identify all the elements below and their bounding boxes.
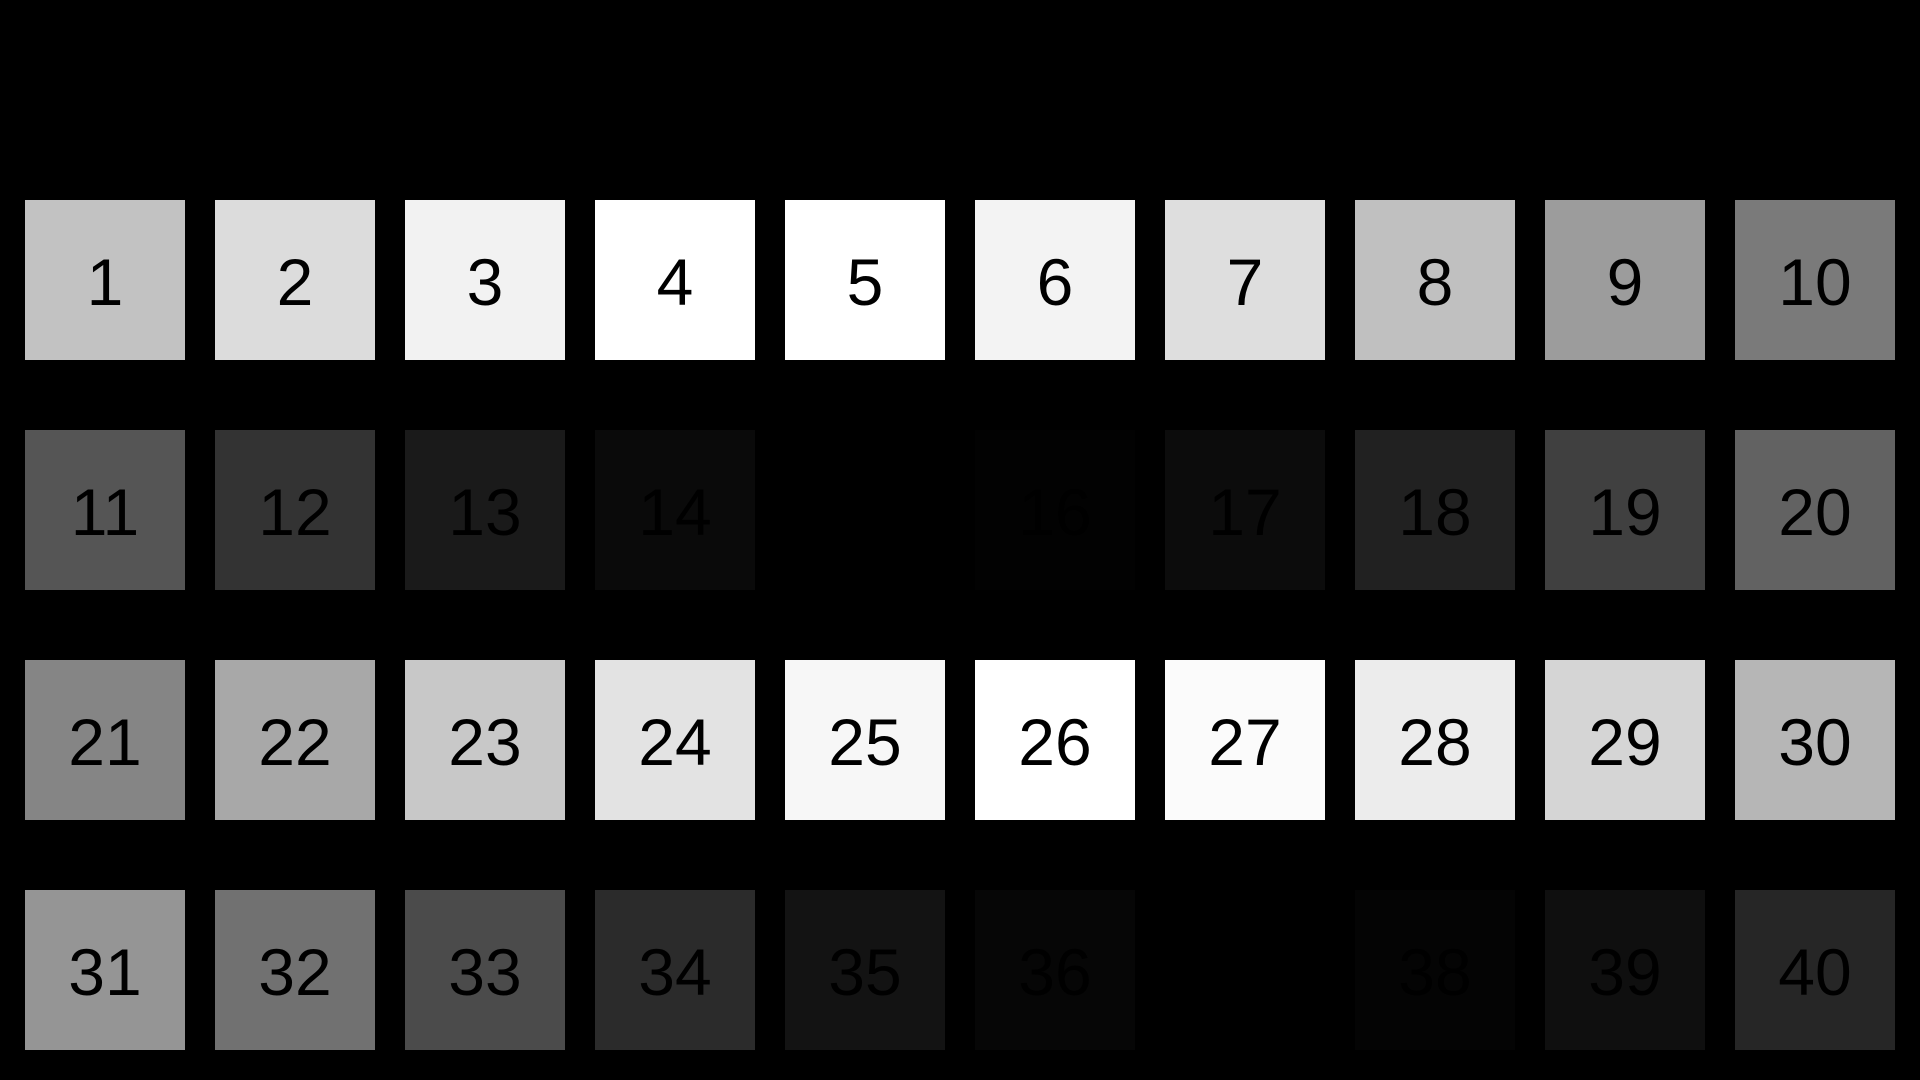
tile-14 xyxy=(595,430,755,590)
tile-label: 28 xyxy=(1398,705,1472,779)
tile-24 xyxy=(595,660,755,820)
tile-37 xyxy=(1165,890,1325,1050)
tile-label: 20 xyxy=(1778,475,1852,549)
tile-9 xyxy=(1545,200,1705,360)
tile-23 xyxy=(405,660,565,820)
tile-label: 13 xyxy=(448,475,522,549)
tile-label: 4 xyxy=(656,245,694,319)
tile-8 xyxy=(1355,200,1515,360)
tile-label: 10 xyxy=(1778,245,1852,319)
tile-32 xyxy=(215,890,375,1050)
tile-12 xyxy=(215,430,375,590)
tile-label: 32 xyxy=(258,935,332,1009)
tile-5 xyxy=(785,200,945,360)
tile-1 xyxy=(25,200,185,360)
tile-label: 16 xyxy=(1018,475,1092,549)
tile-label: 36 xyxy=(1018,935,1092,1009)
tile-label: 24 xyxy=(638,705,712,779)
tile-21 xyxy=(25,660,185,820)
tile-label: 30 xyxy=(1778,705,1852,779)
tile-3 xyxy=(405,200,565,360)
tile-label: 40 xyxy=(1778,935,1852,1009)
tile-grid xyxy=(25,200,1896,1050)
tile-label: 15 xyxy=(828,475,902,549)
tile-label: 34 xyxy=(638,935,712,1009)
tile-28 xyxy=(1355,660,1515,820)
tile-label: 26 xyxy=(1018,705,1092,779)
tile-label: 38 xyxy=(1398,935,1472,1009)
tile-18 xyxy=(1355,430,1515,590)
tile-label: 11 xyxy=(70,475,140,549)
tile-label: 27 xyxy=(1208,705,1282,779)
tile-label: 9 xyxy=(1606,245,1644,319)
tile-19 xyxy=(1545,430,1705,590)
tile-35 xyxy=(785,890,945,1050)
tile-10 xyxy=(1735,200,1895,360)
tile-33 xyxy=(405,890,565,1050)
tile-label: 29 xyxy=(1588,705,1662,779)
tile-36 xyxy=(975,890,1135,1050)
tile-40 xyxy=(1735,890,1895,1050)
tile-label: 14 xyxy=(638,475,712,549)
tile-label: 19 xyxy=(1588,475,1662,549)
tile-15 xyxy=(785,430,945,590)
tile-20 xyxy=(1735,430,1895,590)
tile-6 xyxy=(975,200,1135,360)
tile-label: 33 xyxy=(448,935,522,1009)
tile-label: 3 xyxy=(466,245,504,319)
tile-label: 8 xyxy=(1416,245,1454,319)
tile-34 xyxy=(595,890,755,1050)
tile-7 xyxy=(1165,200,1325,360)
tile-label: 31 xyxy=(68,935,142,1009)
tile-16 xyxy=(975,430,1135,590)
tile-label: 2 xyxy=(276,245,314,319)
tile-label: 7 xyxy=(1226,245,1264,319)
tile-label: 39 xyxy=(1588,935,1662,1009)
tile-label: 12 xyxy=(258,475,332,549)
tile-13 xyxy=(405,430,565,590)
tile-label: 6 xyxy=(1036,245,1074,319)
tile-31 xyxy=(25,890,185,1050)
tile-11 xyxy=(25,430,185,590)
tile-label: 17 xyxy=(1208,475,1282,549)
tile-label: 1 xyxy=(86,245,124,319)
tile-22 xyxy=(215,660,375,820)
tile-39 xyxy=(1545,890,1705,1050)
tile-label: 5 xyxy=(846,245,884,319)
tile-label: 18 xyxy=(1398,475,1472,549)
tile-label: 22 xyxy=(258,705,332,779)
tile-label: 23 xyxy=(448,705,522,779)
tile-27 xyxy=(1165,660,1325,820)
tile-label: 35 xyxy=(828,935,902,1009)
tile-4 xyxy=(595,200,755,360)
tile-26 xyxy=(975,660,1135,820)
tile-38 xyxy=(1355,890,1515,1050)
tile-25 xyxy=(785,660,945,820)
tile-label: 25 xyxy=(828,705,902,779)
tile-17 xyxy=(1165,430,1325,590)
tile-label: 37 xyxy=(1208,935,1282,1009)
tile-2 xyxy=(215,200,375,360)
tile-29 xyxy=(1545,660,1705,820)
tile-label: 21 xyxy=(68,705,142,779)
tile-30 xyxy=(1735,660,1895,820)
